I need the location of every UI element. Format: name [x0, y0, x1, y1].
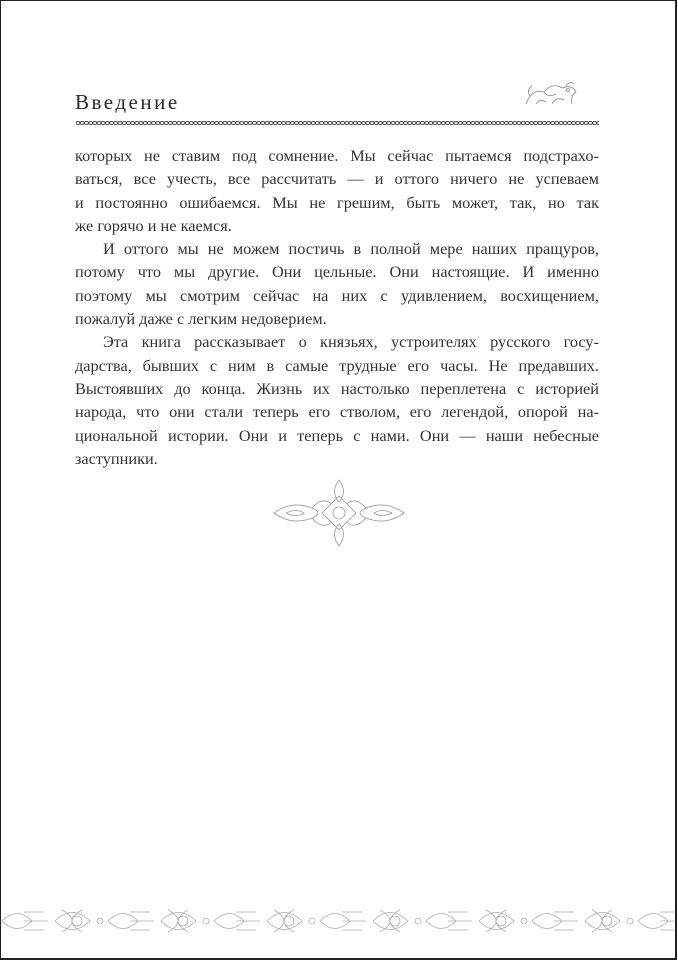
- text-line: Эта книга рассказывает о князьях, устроителях русского госу-: [103, 332, 599, 352]
- text-line: поэтому мы смотрим сейчас на них с удивлением, восхищением,: [75, 285, 599, 305]
- text-line: заступники.: [75, 448, 158, 468]
- interlace-border-ornament-icon: [2, 904, 674, 938]
- text-line: дарства, бывших с ним в самые трудные его часы. Не предавших.: [75, 355, 599, 375]
- chapter-title: Введение: [75, 90, 180, 114]
- text-line: ваться, все учесть, все рассчитать — и оттого ничего не успеваем: [75, 169, 599, 189]
- text-line: циональной истории. Они и теперь с нами. Они — наши небесные: [75, 425, 599, 445]
- body-text: [75, 144, 599, 470]
- text-line: Выстоявших до конца. Жизнь их настолько переплетена с историей: [75, 378, 599, 398]
- text-line: которых не ставим под сомнение. Мы сейчас пытаемся подстрахо-: [75, 146, 599, 165]
- text-line: народа, что они стали теперь его стволом, его легендой, опорой на-: [75, 402, 599, 422]
- floral-cross-ornament-icon: [272, 478, 406, 548]
- text-line: пожалуй даже с легким недоверием.: [75, 309, 327, 329]
- header-rule-ornament: [76, 120, 599, 126]
- text-line: потому что мы другие. Они цельные. Они настоящие. И именно: [75, 262, 599, 282]
- text-line: же горячо и не каемся.: [75, 215, 232, 235]
- text-line: и постоянно ошибаемся. Мы не грешим, быть может, так, но так: [75, 192, 599, 212]
- text-line: И оттого мы не можем постичь в полной мере наших пращуров,: [103, 239, 599, 259]
- heraldic-beast-emblem-icon: [522, 78, 580, 110]
